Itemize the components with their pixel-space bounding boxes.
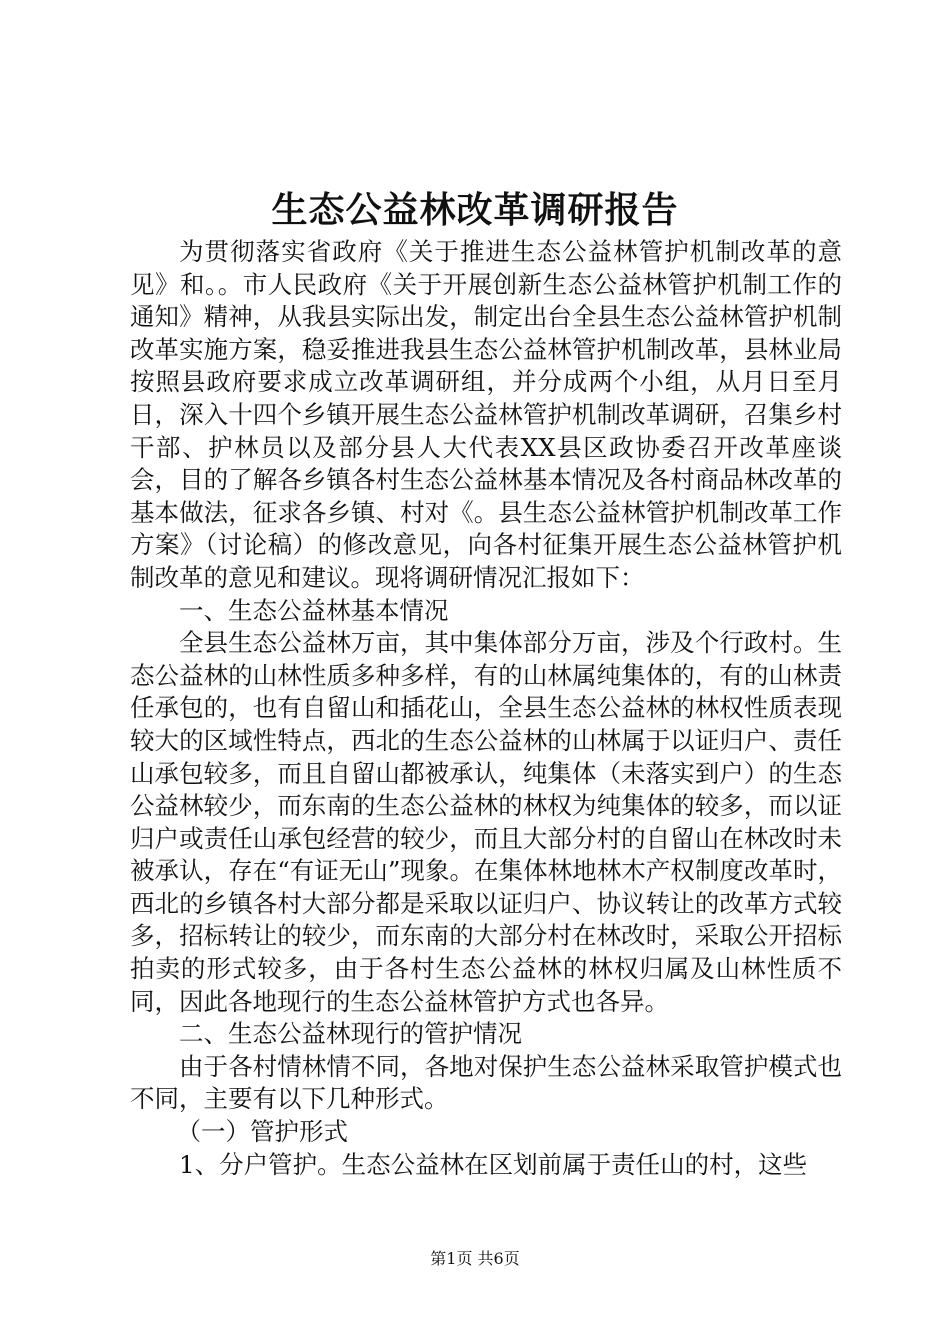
paragraph-section-1: 全县生态公益林万亩，其中集体部分万亩，涉及个行政村。生态公益林的山林性质多种多样，有的山林属纯集体的，有的山林责任承包的，也有自留山和插花山，全县生态公益林的林权性质表现较大的区域性特点，西北的生态公益林的山林属于以证归户、责任山承包较多，而且自留山都被承认，纯集体（未落实到户）的生态公益林较少，而东南的生态公益林的林权为纯集体的较多，而以证归户或责任山承包经营的较少，而且大部分村的自留山在林改时未被承认，存在“有证无山”现象。在集体林地林木产权制度改革时，西北的乡镇各村大部分都是采取以证归户、协议转让的改革方式较多，招标转让的较少，而东南的大部分村在林改时，采取公开招标拍卖的形式较多，由于各村生态公益林的林权归属及山林性质不同，因此各地现行的生态公益林管护方式也各异。 — [130, 628, 842, 1016]
paragraph-item-1: 1、分户管护。生态公益林在区划前属于责任山的村，这些 — [179, 1149, 808, 1179]
paragraph-section-2: 由于各村情林情不同，各地对保护生态公益林采取管护模式也不同，主要有以下几种形式。 — [130, 1051, 842, 1114]
page-footer: 第1页 共6页 — [430, 1249, 520, 1268]
document-body — [130, 236, 842, 1181]
paragraph-intro: 为贯彻落实省政府《关于推进生态公益林管护机制改革的意见》和。。市人民政府《关于开展创新生态公益林管护机制工作的通知》精神，从我县实际出发，制定出台全县生态公益林管护机制改革实施方案，稳妥推进我县生态公益林管护机制改革，县林业局按照县政府要求成立改革调研组，并分成两个小组，从月日至月日，深入十四个乡镇开展生态公益林管护机制改革调研，召集乡村干部、护林员以及部分县人大代表XX县区政协委召开改革座谈会，目的了解各乡镇各村生态公益林基本情况及各村商品林改革的基本做法，征求各乡镇、村对《。县生态公益林管护机制改革工作方案》（讨论稿）的修改意见，向各村征集开展生态公益林管护机制改革的意见和建议。现将调研情况汇报如下： — [130, 237, 842, 592]
section-heading-2: 二、生态公益林现行的管护情况 — [179, 1019, 522, 1049]
document-title: 生态公益林改革调研报告 — [271, 189, 679, 231]
section-heading-1: 一、生态公益林基本情况 — [179, 595, 449, 625]
subsection-heading: （一）管护形式 — [176, 1117, 349, 1147]
